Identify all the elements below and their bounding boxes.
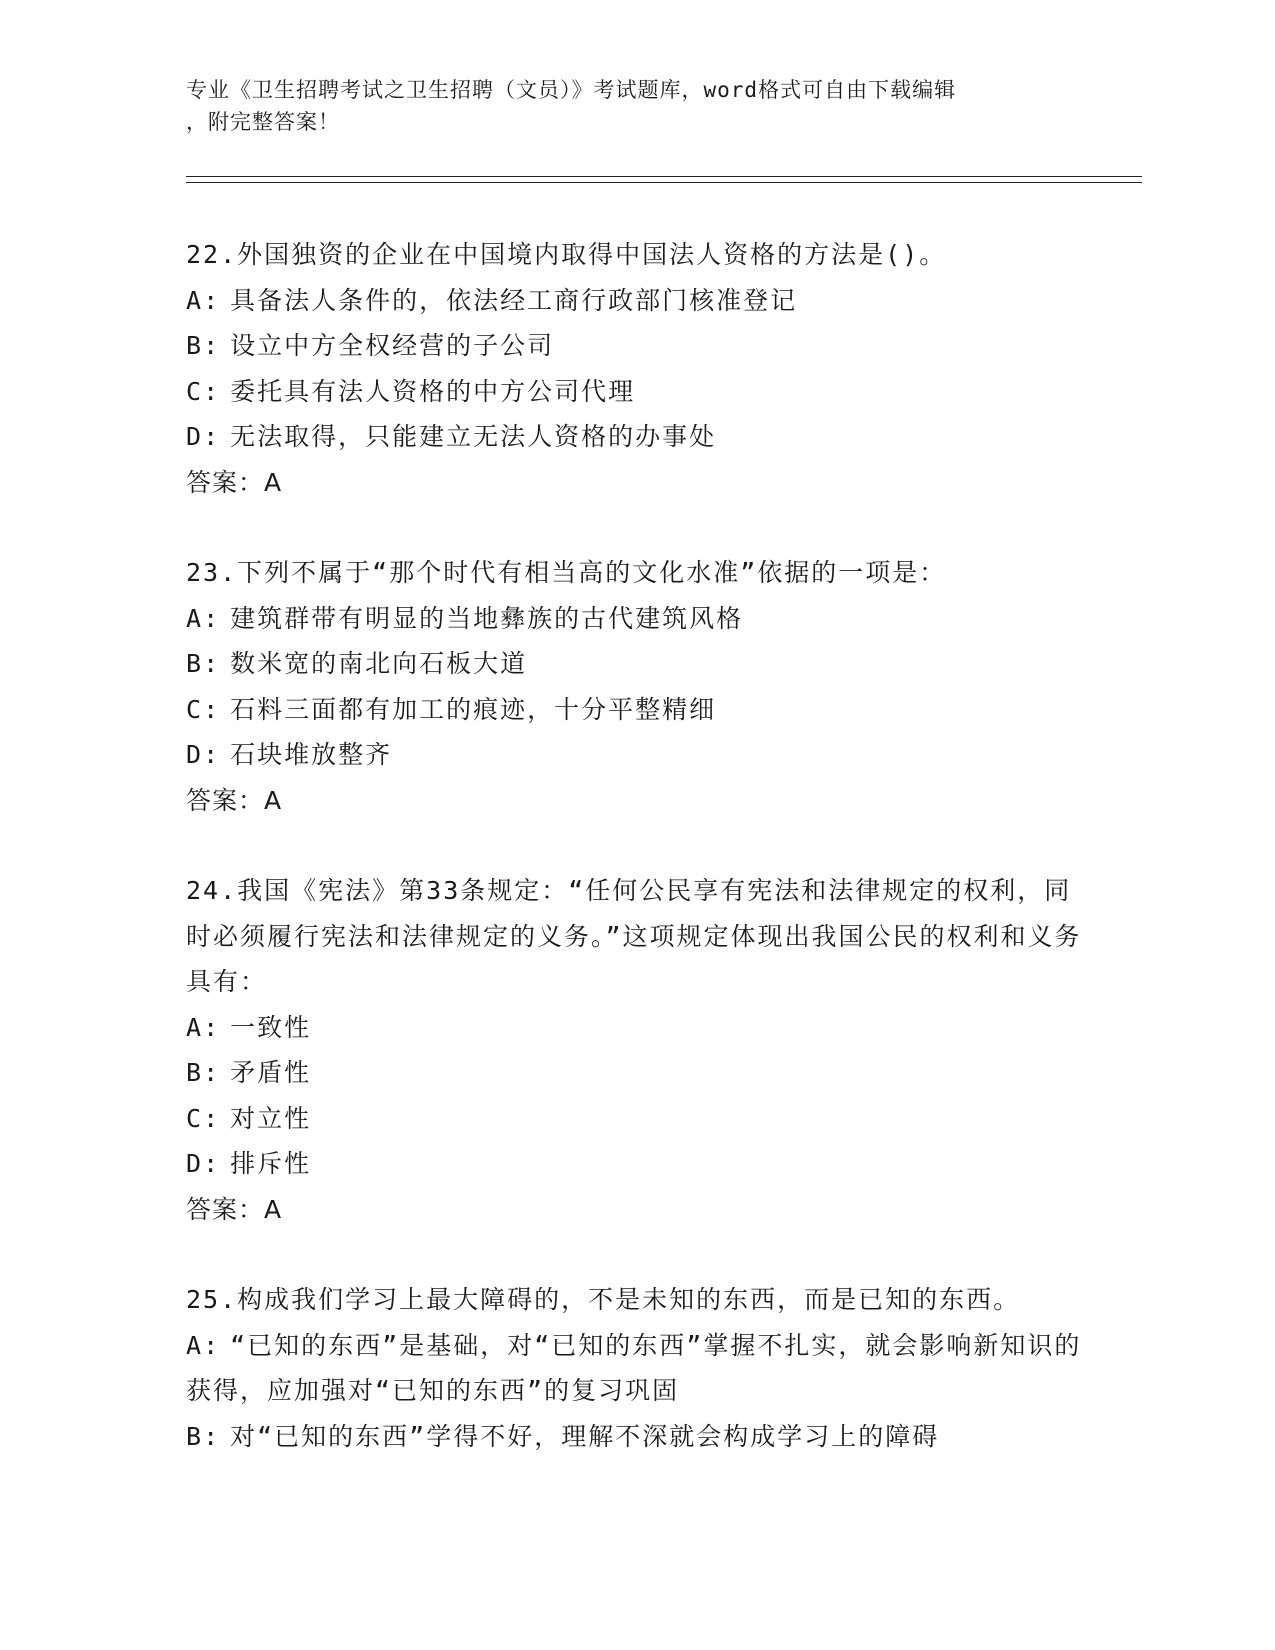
option-b: B : 数米宽的南北向石板大道 <box>186 641 1086 687</box>
option-text: 对“已知的东西”学得不好，理解不深就会构成学习上的障碍 <box>230 1421 940 1451</box>
option-text: 建筑群带有明显的当地彝族的古代建筑风格 <box>230 603 744 633</box>
question-text: 24.我国《宪法》第33条规定：“任何公民享有宪法和法律规定的权利，同时必须履行宪法和法律规定的义务。”这项规定体现出我国公民的权利和义务具有： <box>186 876 1082 996</box>
option-d: D : 排斥性 <box>186 1141 1086 1187</box>
option-key: C <box>186 376 204 406</box>
question-text: 23.下列不属于“那个时代有相当高的文化水准”依据的一项是： <box>186 558 947 587</box>
option-key: D <box>186 740 204 769</box>
option-text: 石料三面都有加工的痕迹，十分平整精细 <box>230 694 717 724</box>
option-b: B : 矛盾性 <box>186 1050 1086 1096</box>
option-key: A <box>186 1330 204 1360</box>
question-text: 25.构成我们学习上最大障碍的，不是未知的东西，而是已知的东西。 <box>186 1285 1021 1314</box>
document-header <box>186 74 1086 138</box>
option-key: A <box>186 285 204 315</box>
header-line-2: ，附完整答案！ <box>186 110 340 134</box>
option-c: C : 委托具有法人资格的中方公司代理 <box>186 369 1086 415</box>
option-key: A <box>186 603 204 633</box>
option-key: C <box>186 1103 204 1133</box>
option-text: 排斥性 <box>230 1149 312 1178</box>
option-key: B <box>186 1421 204 1451</box>
option-d: D : 石块堆放整齐 <box>186 732 1086 778</box>
question-25 <box>186 1277 1086 1459</box>
option-text: 设立中方全权经营的子公司 <box>230 331 555 360</box>
option-a: A : 一致性 <box>186 1005 1086 1051</box>
option-text: 矛盾性 <box>230 1058 312 1087</box>
header-divider-bottom <box>186 182 1142 183</box>
option-d: D : 无法取得，只能建立无法人资格的办事处 <box>186 414 1086 460</box>
option-key: D <box>186 1149 204 1178</box>
option-text: 一致性 <box>230 1012 312 1042</box>
question-22 <box>186 232 1086 505</box>
option-a: A : 具备法人条件的，依法经工商行政部门核准登记 <box>186 278 1086 324</box>
header-divider-top <box>186 176 1142 177</box>
option-text: 数米宽的南北向石板大道 <box>230 649 528 678</box>
option-key: C <box>186 694 204 724</box>
option-text: 无法取得，只能建立无法人资格的办事处 <box>230 422 717 451</box>
header-line-1: 专业《卫生招聘考试之卫生招聘（文员）》考试题库，word格式可自由下载编辑 <box>186 78 957 102</box>
answer-line: 答案：A <box>186 467 283 497</box>
option-b: B : 设立中方全权经营的子公司 <box>186 323 1086 369</box>
option-key: B <box>186 331 204 360</box>
option-text: 对立性 <box>230 1103 312 1133</box>
option-c: C : 石料三面都有加工的痕迹，十分平整精细 <box>186 687 1086 733</box>
option-c: C : 对立性 <box>186 1096 1086 1142</box>
option-key: A <box>186 1012 204 1042</box>
option-b: B : 对“已知的东西”学得不好，理解不深就会构成学习上的障碍 <box>186 1414 1086 1460</box>
question-24 <box>186 868 1086 1232</box>
question-23 <box>186 550 1086 823</box>
option-key: B <box>186 649 204 678</box>
answer-line: 答案：A <box>186 785 283 815</box>
option-a: A: “已知的东西”是基础，对“已知的东西”掌握不扎实，就会影响新知识的获得，应加强对“已知的东西”的复习巩固 <box>186 1330 1082 1405</box>
option-a: A : 建筑群带有明显的当地彝族的古代建筑风格 <box>186 596 1086 642</box>
option-key: D <box>186 422 204 451</box>
question-text: 22.外国独资的企业在中国境内取得中国法人资格的方法是()。 <box>186 240 947 269</box>
option-text: “已知的东西”是基础，对“已知的东西”掌握不扎实，就会影响新知识的获得，应加强对“已知的东西”的复习巩固 <box>186 1330 1082 1405</box>
answer-line: 答案：A <box>186 1194 283 1224</box>
option-text: 具备法人条件的，依法经工商行政部门核准登记 <box>230 285 798 315</box>
question-list <box>186 232 1086 1504</box>
option-key: B <box>186 1058 204 1087</box>
option-text: 石块堆放整齐 <box>230 740 393 769</box>
option-text: 委托具有法人资格的中方公司代理 <box>230 376 636 406</box>
